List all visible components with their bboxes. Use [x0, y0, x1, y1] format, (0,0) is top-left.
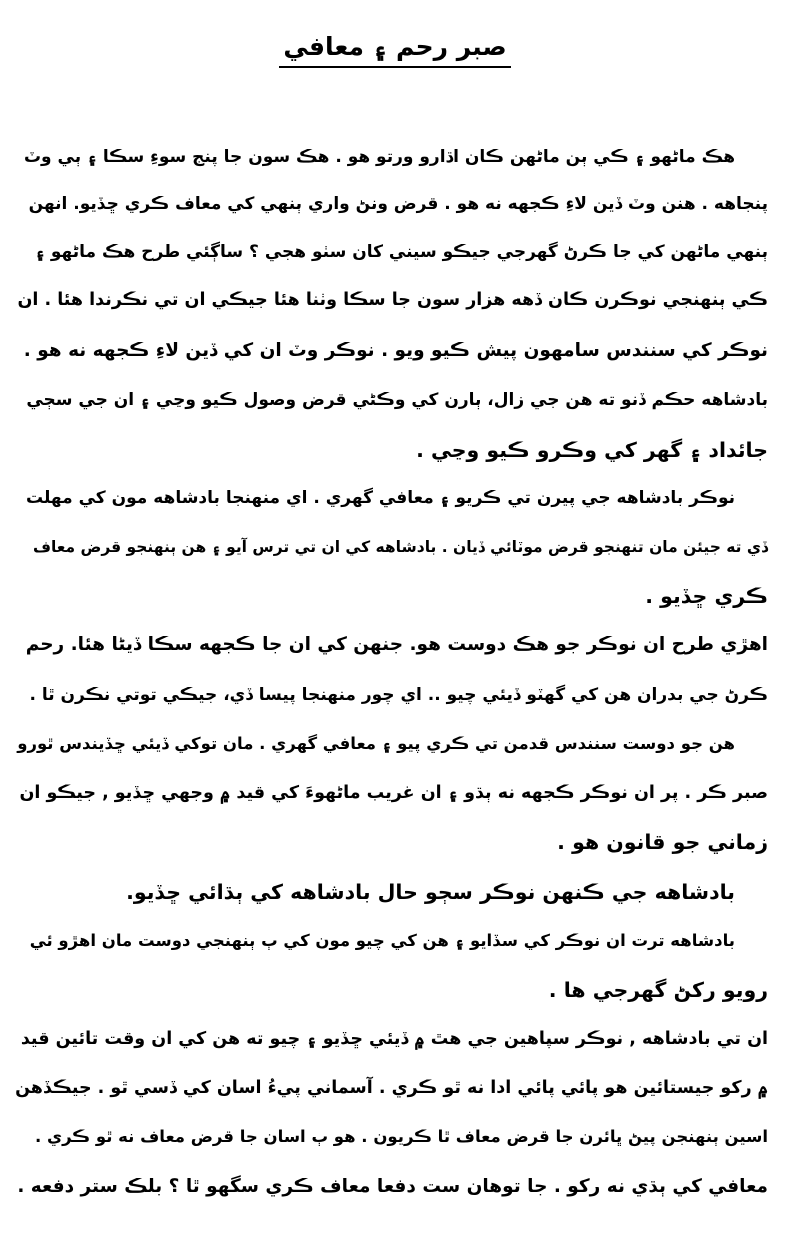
text-line: ڪرڻ جي بدران هن کي گهٽو ڏيئي چيو .. اي چور منهنجا پيسا ڏي، جيڪي توتي نڪرن ٿا . [29, 685, 768, 705]
page-title: صبر رحم ۽ معافي [279, 30, 510, 68]
text-line: جائداد ۽ گهر کي وڪرو ڪيو وڃي . [416, 438, 768, 462]
text-line: نوڪر بادشاهه جي پيرن تي ڪريو ۽ معافي گهري . اي منهنجا بادشاهه مون کي مهلت [26, 488, 735, 508]
text-line: صبر ڪر . پر ان نوڪر ڪجهه نه ٻڌو ۽ ان غريب ماڻهوءَ کي قيد ۾ وجهي ڇڏيو , جيڪو ان [19, 783, 768, 803]
text-line: ڪري ڇڏيو . [645, 584, 768, 608]
text-line: بادشاهه جي ڪنهن نوڪر سڄو حال بادشاهه کي ٻڌائي ڇڏيو. [126, 880, 735, 904]
text-line: ڪي ٻنهنجي نوڪرن ڪان ڏهه هزار سون جا سڪا وٺنا هئا جيڪي ان تي نڪرندا هئا . ان [17, 290, 768, 310]
text-line: هڪ ماڻهو ۽ ڪي ٻن ماڻهن ڪان اڌارو ورتو هو . هڪ سون جا پنج سوءِ سڪا ۽ ٻي وٽ [23, 147, 735, 167]
title-container [0, 30, 790, 68]
text-line: بادشاهه ترت ان نوڪر کي سڏايو ۽ هن کي چيو مون کي ٻ ٻنهنجي دوست مان اهڙو ئي [29, 931, 735, 950]
text-line: رويو رکڻ گهرجي ها . [548, 978, 768, 1002]
text-line: معافي کي ٻڌي نه رکو . جا توهان ست دفعا معاف ڪري سگهو ٿا ؟ بلڪ ستر دفعه . [17, 1176, 768, 1197]
text-line: ڏي ته جيئن مان تنهنجو قرض موٽائي ڏيان . بادشاهه کي ان تي ترس آيو ۽ هن ٻنهنجو قرض معاف [32, 538, 768, 556]
text-line: ۾ رکو جيستائين هو پائي پائي ادا نه ٿو ڪري . آسماني پيءُ اسان کي ڏسي ٿو . جيڪڏهن [15, 1078, 768, 1098]
text-line: بادشاهه حڪم ڏنو ته هن جي زال، ٻارن کي وڪڻي قرض وصول ڪيو وڃي ۽ ان جي سڄي [26, 390, 768, 410]
text-line: زماني جو قانون هو . [557, 830, 768, 854]
text-line: نوڪر کي سنندس سامهون پيش ڪيو ويو . نوڪر وٽ ان کي ڏين لاءِ ڪجهه نه هو . [23, 340, 768, 361]
text-line: اسين ٻنهنجن پيڻ ڀائرن جا قرض معاف ٿا ڪريون . هو ٻ اسان جا قرض معاف نه ٿو ڪري . [34, 1127, 768, 1146]
text-line: ٻنهي ماڻهن کي جا ڪرڻ گهرجي جيڪو سيني کان سٺو هجي ؟ ساڳئي طرح هڪ ماڻهو ۽ [34, 242, 768, 262]
text-line: پنجاهه . هنن وٽ ڏين لاءِ ڪجهه نه هو . قرض ونڻ واري ٻنهي کي معاف ڪري ڇڏيو. انهن [28, 194, 768, 214]
text-line: هن جو دوست سنندس قدمن تي ڪري پيو ۽ معافي گهري . مان توکي ڏيئي ڇڏيندس ٿورو [17, 734, 735, 753]
text-line: اهڙي طرح ان نوڪر جو هڪ دوست هو. جنهن کي ان جا ڪجهه سڪا ڏيڻا هئا. رحم [25, 634, 768, 655]
text-line: ان تي بادشاهه , نوڪر سپاهين جي هٿ ۾ ڏيئي ڇڏيو ۽ چيو ته هن کي ان وقت تائين قيد [20, 1029, 768, 1049]
